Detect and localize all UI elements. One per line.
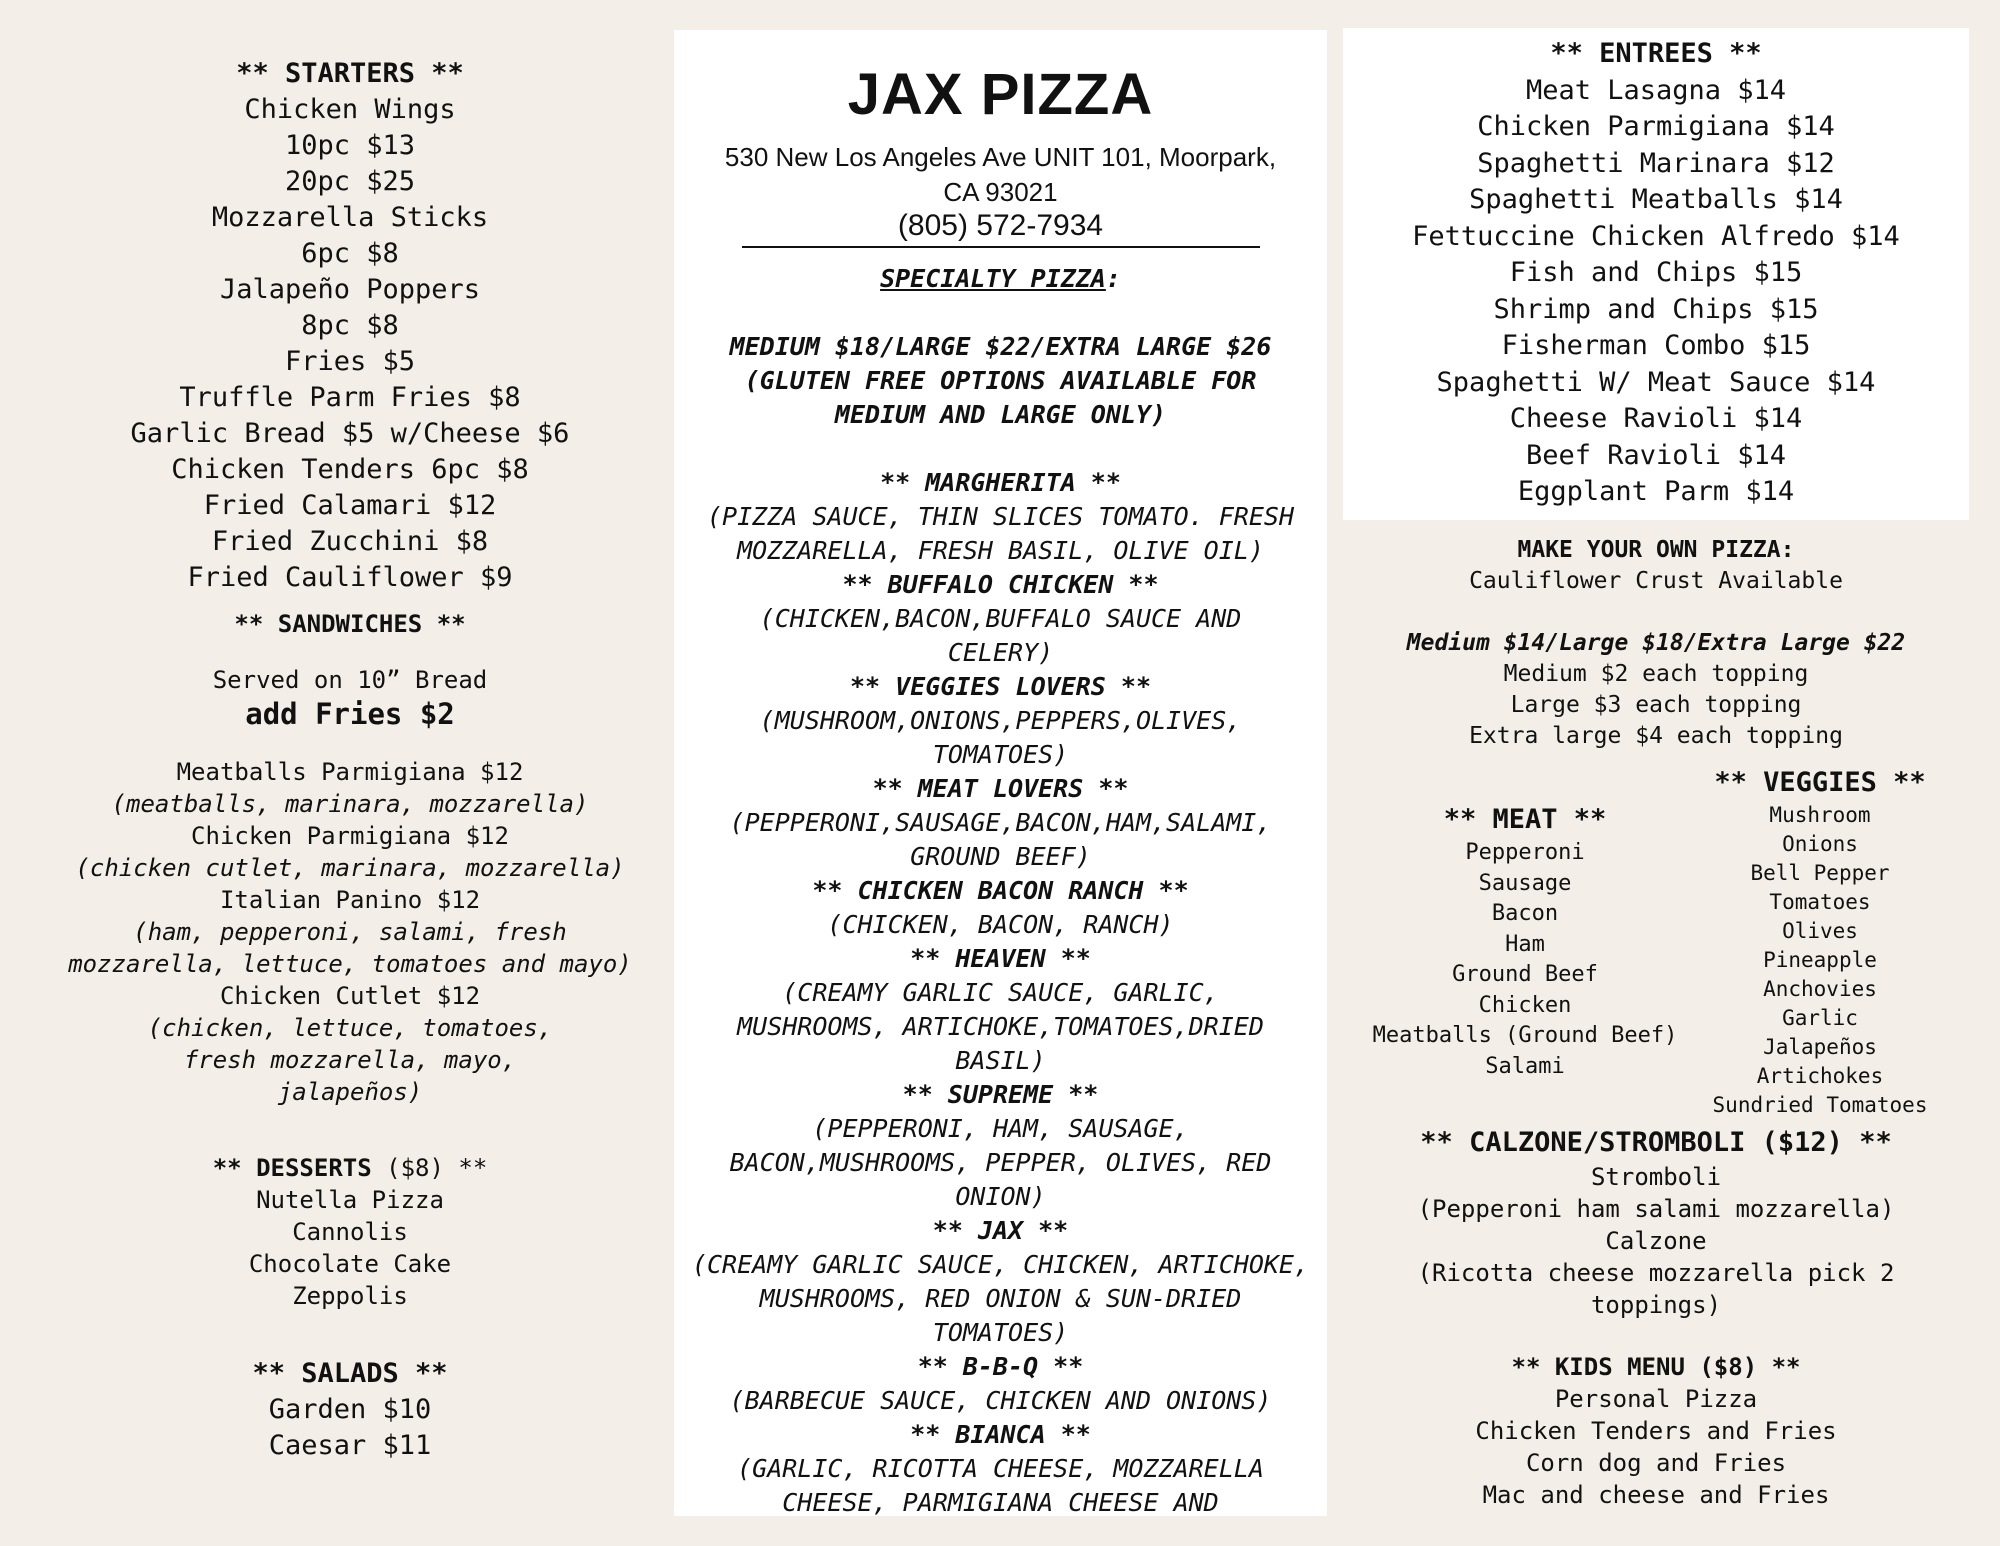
make-your-own-heading bbox=[1343, 535, 1969, 566]
phone-number: (805) 572-7934 bbox=[897, 209, 1104, 242]
pizza-desc: (PIZZA SAUCE, THIN SLICES TOMATO. FRESH MOZZARELLA, FRESH BASIL, OLIVE OIL) bbox=[707, 502, 1310, 565]
specialty-heading-colon: : bbox=[1105, 264, 1121, 293]
salad-item: Garden $10 bbox=[268, 1394, 432, 1425]
pizza-desc: (CHICKEN,BACON,BUFFALO SAUCE AND CELERY) bbox=[759, 604, 1257, 667]
pizza-desc: (PEPPERONI,SAUSAGE,BACON,HAM,SALAMI, GROUND BEEF) bbox=[729, 808, 1287, 871]
starter-item: Truffle Parm Fries $8 bbox=[179, 382, 521, 413]
sandwiches-served-note: Served on 10” Bread bbox=[212, 666, 488, 694]
kids-item: Corn dog and Fries bbox=[1525, 1449, 1787, 1477]
veggies-heading: ** VEGGIES ** bbox=[1714, 767, 1926, 798]
starter-item: Fried Cauliflower $9 bbox=[187, 562, 513, 593]
topping-price: Extra large $4 each topping bbox=[1469, 723, 1843, 749]
veggie-item: Jalapeños bbox=[1763, 1035, 1877, 1059]
pizza-desc: (BARBECUE SAUCE, CHICKEN AND ONIONS) bbox=[729, 1386, 1272, 1415]
cauliflower-crust-note: Cauliflower Crust Available bbox=[1469, 568, 1843, 594]
entree-item: Cheese Ravioli $14 bbox=[1509, 403, 1803, 434]
entree-item: Beef Ravioli $14 bbox=[1525, 439, 1787, 471]
pizza-name: ** MEAT LOVERS ** bbox=[872, 774, 1129, 803]
make-your-own-heading-colon: : bbox=[1780, 537, 1795, 563]
topping-price: Large $3 each topping bbox=[1510, 692, 1802, 718]
sandwich-name: Italian Panino $12 bbox=[219, 886, 481, 914]
dessert-item: Chocolate Cake bbox=[248, 1250, 452, 1278]
veggie-item: Bell Pepper bbox=[1750, 861, 1890, 885]
pizza-desc: (CHICKEN, BACON, RANCH) bbox=[827, 910, 1174, 939]
address-line-2: CA 93021 bbox=[943, 177, 1058, 207]
dessert-item: Zeppolis bbox=[292, 1282, 408, 1310]
salads-heading: ** SALADS ** bbox=[252, 1358, 448, 1389]
calzone-kids-section bbox=[1343, 1125, 1969, 1511]
pizza-name: ** BIANCA ** bbox=[910, 1420, 1091, 1449]
starter-item: Jalapeño Poppers bbox=[219, 274, 481, 305]
meat-item: Ground Beef bbox=[1452, 962, 1598, 987]
veggie-item: Artichokes bbox=[1756, 1064, 1884, 1088]
spacer bbox=[1343, 597, 1969, 628]
starters-list bbox=[40, 92, 660, 596]
entree-item: Fisherman Combo $15 bbox=[1501, 330, 1811, 361]
pizza-desc: (MUSHROOM,ONIONS,PEPPERS,OLIVES, TOMATOES) bbox=[759, 706, 1257, 769]
make-your-own-prices: Medium $14/Large $18/Extra Large $22 bbox=[1406, 630, 1906, 656]
veggie-toppings-list bbox=[1700, 765, 1940, 1120]
starter-item: Chicken Tenders 6pc $8 bbox=[171, 454, 529, 485]
meat-item: Ham bbox=[1505, 931, 1545, 957]
entree-item: Shrimp and Chips $15 bbox=[1493, 293, 1819, 325]
pizza-name: ** BUFFALO CHICKEN ** bbox=[842, 570, 1159, 599]
veggie-item: Sundried Tomatoes bbox=[1712, 1093, 1928, 1117]
veggie-item: Pineapple bbox=[1763, 948, 1877, 972]
make-your-own-heading-label: MAKE YOUR OWN PIZZA bbox=[1517, 537, 1781, 563]
spacer bbox=[1343, 1321, 1969, 1351]
calzone-item-name: Stromboli bbox=[1590, 1163, 1722, 1191]
starter-item: Fried Zucchini $8 bbox=[211, 526, 489, 557]
pizza-desc: (CREAMY GARLIC SAUCE, CHICKEN, ARTICHOKE, MUSHROOMS, RED ONION & SUN-DRIED TOMATOES) bbox=[691, 1250, 1325, 1347]
starter-item: 6pc $8 bbox=[301, 238, 399, 269]
meat-item: Sausage bbox=[1478, 870, 1572, 896]
veggie-item: Mushroom bbox=[1769, 803, 1871, 827]
calzone-heading: ** CALZONE/STROMBOLI ($12) ** bbox=[1420, 1127, 1892, 1158]
starters-heading: ** STARTERS ** bbox=[236, 58, 464, 89]
meat-item: Bacon bbox=[1491, 901, 1559, 926]
starter-item: Garlic Bread $5 w/Cheese $6 bbox=[130, 418, 570, 449]
veggie-item: Olives bbox=[1782, 919, 1858, 943]
veggie-item: Garlic bbox=[1782, 1006, 1858, 1030]
spacer bbox=[704, 432, 1297, 466]
meat-item: Chicken bbox=[1478, 992, 1572, 1018]
pizza-name: ** VEGGIES LOVERS ** bbox=[849, 672, 1152, 701]
entree-item: Chicken Parmigiana $14 bbox=[1477, 111, 1835, 142]
desserts-heading-price: ($8) ** bbox=[371, 1154, 488, 1182]
topping-price: Medium $2 each topping bbox=[1503, 661, 1809, 687]
make-your-own-section bbox=[1343, 535, 1969, 752]
pizza-name: ** SUPREME ** bbox=[902, 1080, 1099, 1109]
pizza-name: ** HEAVEN ** bbox=[910, 944, 1091, 973]
specialty-heading-label: SPECIALTY PIZZA bbox=[880, 264, 1106, 293]
entree-item: Spaghetti Meatballs $14 bbox=[1469, 184, 1843, 215]
address-line-1: 530 New Los Angeles Ave UNIT 101, Moorpark, bbox=[724, 142, 1277, 172]
desserts-heading bbox=[40, 1152, 660, 1184]
entree-item: Spaghetti Marinara $12 bbox=[1477, 147, 1835, 179]
starter-item: 20pc $25 bbox=[284, 166, 416, 197]
entree-item: Fish and Chips $15 bbox=[1509, 257, 1803, 288]
salad-item: Caesar $11 bbox=[268, 1430, 432, 1461]
sandwich-desc: (meatballs, marinara, mozzarella) bbox=[111, 790, 589, 818]
meat-toppings-list bbox=[1345, 802, 1705, 1082]
entree-item: Eggplant Parm $14 bbox=[1517, 476, 1795, 507]
pizza-desc: (PEPPERONI, HAM, SAUSAGE, BACON,MUSHROOMS, PEPPER, OLIVES, RED ONION) bbox=[729, 1114, 1287, 1211]
pizza-name: ** B-B-Q ** bbox=[917, 1352, 1084, 1381]
veggie-item: Onions bbox=[1782, 832, 1858, 856]
header-divider bbox=[742, 246, 1260, 248]
meat-item: Pepperoni bbox=[1465, 840, 1585, 865]
sandwich-desc: (chicken cutlet, marinara, mozzarella) bbox=[75, 854, 625, 882]
pizza-name: ** JAX ** bbox=[932, 1216, 1069, 1245]
desserts-heading-label: ** DESSERTS bbox=[212, 1154, 372, 1182]
spacer bbox=[704, 296, 1297, 330]
entree-item: Spaghetti W/ Meat Sauce $14 bbox=[1436, 366, 1876, 398]
sandwich-name: Meatballs Parmigiana $12 bbox=[176, 758, 524, 786]
pizza-name: ** CHICKEN BACON RANCH ** bbox=[812, 876, 1189, 905]
dessert-item: Nutella Pizza bbox=[256, 1186, 444, 1214]
calzone-item-desc: (Ricotta cheese mozzarella pick 2 toppings) bbox=[1417, 1259, 1909, 1319]
starter-item: Mozzarella Sticks bbox=[211, 202, 489, 233]
starter-item: Chicken Wings bbox=[244, 94, 456, 125]
kids-item: Chicken Tenders and Fries bbox=[1475, 1417, 1837, 1445]
sandwich-name: Chicken Cutlet $12 bbox=[219, 982, 481, 1010]
calzone-item-name: Calzone bbox=[1605, 1227, 1707, 1255]
sandwiches-add-fries: add Fries $2 bbox=[245, 697, 455, 731]
restaurant-name: JAX PIZZA bbox=[847, 62, 1154, 127]
veggie-item: Tomatoes bbox=[1769, 890, 1871, 914]
sandwich-desc: (ham, pepperoni, salami, fresh mozzarella, lettuce, tomatoes and mayo) bbox=[68, 918, 632, 978]
center-panel bbox=[674, 30, 1327, 1516]
kids-item: Personal Pizza bbox=[1554, 1385, 1758, 1413]
pizza-name: ** MARGHERITA ** bbox=[880, 468, 1121, 497]
sandwiches-heading: ** SANDWICHES ** bbox=[234, 610, 466, 638]
starter-item: Fried Calamari $12 bbox=[203, 490, 497, 521]
starter-item: Fries $5 bbox=[284, 346, 416, 377]
entree-item: Fettuccine Chicken Alfredo $14 bbox=[1412, 220, 1900, 252]
veggie-item: Anchovies bbox=[1763, 977, 1877, 1001]
sandwich-name: Chicken Parmigiana $12 bbox=[191, 822, 509, 850]
specialty-prices: MEDIUM $18/LARGE $22/EXTRA LARGE $26 (GLUTEN FREE OPTIONS AVAILABLE FOR MEDIUM AND LARGE ONLY) bbox=[729, 332, 1287, 429]
entree-item: Meat Lasagna $14 bbox=[1525, 74, 1787, 106]
starter-item: 8pc $8 bbox=[301, 310, 399, 341]
specialty-heading bbox=[704, 262, 1297, 296]
entrees-heading: ** ENTREES ** bbox=[1550, 38, 1762, 69]
starter-item: 10pc $13 bbox=[284, 130, 416, 161]
meat-item: Salami bbox=[1485, 1053, 1565, 1079]
meat-heading: ** MEAT ** bbox=[1443, 804, 1607, 835]
calzone-item-desc: (Pepperoni ham salami mozzarella) bbox=[1417, 1195, 1895, 1223]
sandwich-desc: (chicken, lettuce, tomatoes, fresh mozzarella, mayo, jalapeños) bbox=[147, 1014, 567, 1106]
pizza-desc: (CREAMY GARLIC SAUCE, GARLIC, MUSHROOMS, ARTICHOKE,TOMATOES,DRIED BASIL) bbox=[737, 978, 1279, 1075]
dessert-item: Cannolis bbox=[292, 1218, 408, 1246]
left-column bbox=[40, 56, 660, 1464]
kids-item: Mac and cheese and Fries bbox=[1482, 1481, 1830, 1509]
pizza-desc: (GARLIC, RICOTTA CHEESE, MOZZARELLA CHEESE, PARMIGIANA CHEESE AND bbox=[737, 1454, 1279, 1516]
entrees-panel bbox=[1343, 28, 1969, 520]
meat-item: Meatballs (Ground Beef) bbox=[1372, 1023, 1678, 1048]
kids-menu-heading: ** KIDS MENU ($8) ** bbox=[1511, 1353, 1801, 1381]
